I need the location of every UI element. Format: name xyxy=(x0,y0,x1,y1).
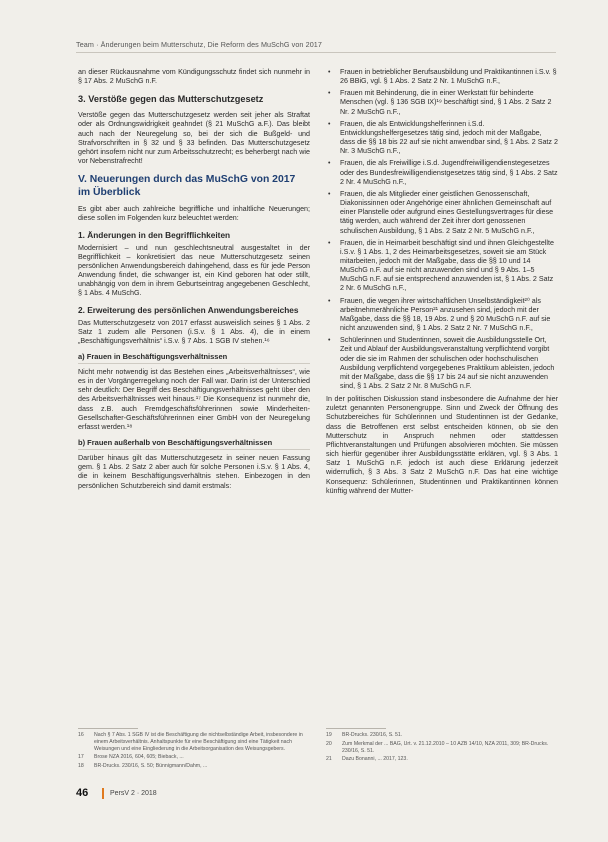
right-column xyxy=(326,68,558,501)
bullet-icon: • xyxy=(328,90,331,98)
footnote: 18 BR-Drucks. 230/16, S. 50; Bünnigmann/Dahm, ... xyxy=(78,763,208,770)
header-rule xyxy=(76,52,556,53)
list-item: • Frauen, die als Entwicklungshelferinnen i.S.d. Entwicklungshelfergesetzes tätig sind, jedoch mit der Maßgabe, dass die §§ 18 bis 22 auf sie nicht anwendbar sind, § 1 Abs. 2 Satz 2 Nr. 3 MuSchG n.F., xyxy=(328,119,558,156)
list-item: • Frauen in betrieblicher Berufsausbildung und Praktikantinnen i.S.v. § 26 BBiG, vgl. § 1 Abs. 2 Satz 2 Nr. 1 MuSchG n.F., xyxy=(328,68,557,86)
subheading-rule xyxy=(78,449,310,450)
closing-paragraph: In der politischen Diskussion stand insbesondere die Aufnahme der hier zuletzt genannten Personengruppe. Sinn und Zweck der Öffnung des Schutzbereiches für Schülerinnen und Studentinnen ist der Gedanke, dass die Betroffenen erst selbst entscheiden können, ob sie den Mutterschutz in Anspruch nehmen oder stattdessen Pflichtveranstaltungen und Prüfungen absolvieren möchten. Sie müssen sich hierfür gegenüber ihrer Ausbildungsstätte erklären, vgl. § 3 Abs. 1 Satz 1 MuSchG n.F. jedoch ist auch diese Erklärung jederzeit widerruflich, § 3 Abs. 3 Satz 2 MuSchG n.F. Das hat eine wichtige Konsequenz: Schülerinnen, Studentinnen und Praktikantinnen können künftig während der Mutter- xyxy=(326,395,558,495)
footnote: 17 Brose NZA 2016, 604, 605; Bieback, ... xyxy=(78,754,184,761)
section-heading-scope: 2. Erweiterung des persönlichen Anwendungsbereiches xyxy=(78,304,299,315)
bullet-icon: • xyxy=(328,239,331,247)
bullet-icon: • xyxy=(328,69,331,76)
terms-paragraph: Modernisiert – und nun geschlechtsneutral ausgestaltet in der Begrifflichkeit – konkretisiert das neue Mutterschutzgesetz seinen persönlichen Anwendungsbereich dahingehend, dass es für jede Person Anwendung findet, die schwanger ist, ein Kind geboren hat oder stillt, unabhängig von dem in ihrem Geburtseintrag angegebenen Geschlecht, § 1 Abs. 4 MuSchG. xyxy=(78,243,310,298)
footnotes-left xyxy=(78,728,310,772)
bullet-icon: • xyxy=(328,337,331,345)
footnote: 19 BR-Drucks. 230/16, S. 51. xyxy=(326,732,403,738)
page-number: 46 xyxy=(76,787,89,799)
bullet-list xyxy=(326,68,558,391)
intro-paragraph: an dieser Rückausnahme vom Kündigungsschutz findet sich nunmehr in § 17 Abs. 2 MuSchG n.F. xyxy=(78,68,310,86)
footnotes-right xyxy=(326,728,558,765)
bullet-icon: • xyxy=(328,120,331,128)
violations-paragraph: Verstöße gegen das Mutterschutzgesetz werden seit jeher als Straftat oder als Ordnungswidrigkeit geahndet (§ 21 MuSchG a.F.). Das bleibt auch nach der Neuregelung so, bei der sich die Bußgeld- und Strafvorschriften in § 32 und § 33 befinden. Das Mutterschutzgesetz gehört insofern nicht nur zum Arbeitsschutzrecht; es beherbergt nach wie vor Nebenstrafrecht! xyxy=(78,111,310,166)
list-item: • Frauen mit Behinderung, die in einer Werkstatt für behinderte Menschen (vgl. § 136 SGB IX)¹⁹ beschäftigt sind, § 1 Abs. 2 Satz 2 Nr. 2 MuSchG n.F., xyxy=(328,89,552,116)
footer-accent-bar xyxy=(102,788,104,799)
subheading-rule xyxy=(78,363,310,364)
paragraph-b: Darüber hinaus gilt das Mutterschutzgesetz in seiner neuen Fassung gem. § 1 Abs. 2 Satz 2 aber auch für solche Personen i.S.v. § 1 Abs. 4, die in keinem Beschäftigungsverhältnis stehen. Einbezogen in den persönlichen Schutzbereich sind damit erstmals: xyxy=(78,454,310,490)
journal-issue: PersV 2 · 2018 xyxy=(110,790,157,797)
footnote-rule xyxy=(326,728,386,729)
footnote: 16 Nach § 7 Abs. 1 SGB IV ist die Beschäftigung die nichtselbständige Arbeit, insbesondere in einem Arbeitsverhältnis. Anhaltspunkte für eine Beschäftigung sind eine Tätigkeit nach Weisungen und eine Eingliederung in die Arbeitsorganisation des Weisungsgebers. xyxy=(78,732,303,752)
subheading-a: a) Frauen in Beschäftigungsverhältnissen xyxy=(78,351,228,361)
bullet-icon: • xyxy=(328,297,331,305)
section-heading-violations: 3. Verstöße gegen das Mutterschutzgesetz xyxy=(78,94,264,105)
list-item: • Frauen, die als Mitglieder einer geistlichen Genossenschaft, Diakonissinnen oder Angehörige einer ähnlichen Gemeinschaft auf einer Planstelle oder aufgrund eines Gestellungsvertrages für diese tätig werden, auch während der Zeit ihrer dort genossenen schulischen Ausbildung, § 1 Abs. 2 Satz 2 Nr. 5 MuSchG n.F., xyxy=(328,189,554,235)
list-item: • Frauen, die wegen ihrer wirtschaftlichen Unselbständigkeit²⁰ als arbeitnehmerähnliche Person²¹ anzusehen sind, jedoch mit der Maßgabe, dass die §§ 18, 19 Abs. 2 und § 20 MuSchG n.F. auf sie nicht anzuwenden sind, § 1 Abs. 2 Satz 2 Nr. 7 MuSchG n.F., xyxy=(328,296,551,333)
section-heading-terms: 1. Änderungen in den Begrifflichkeiten xyxy=(78,229,231,240)
footnote: 20 Zum Merkmal der ... BAG, Urt. v. 21.12.2010 – 10 AZB 14/10, NZA 2011, 309; BR-Drucks. 230/16, S. 51. xyxy=(326,740,549,754)
footnote-rule xyxy=(78,728,138,729)
left-column xyxy=(78,68,310,496)
overview-paragraph: Es gibt aber auch zahlreiche begriffliche und inhaltliche Neuerungen; diese sollen im Folgenden kurz beleuchtet werden: xyxy=(78,205,310,223)
bullet-icon: • xyxy=(328,190,331,198)
scope-paragraph: Das Mutterschutzgesetz von 2017 erfasst ausweislich seines § 1 Abs. 2 Satz 1 zudem alle Personen (i.S.v. § 1 Abs. 4), die in einem „Beschäftigungsverhältnis“ i.S.v. § 7 Abs. 1 SGB IV stehen.¹⁶ xyxy=(78,318,310,345)
list-item: • Frauen, die in Heimarbeit beschäftigt sind und ihnen Gleichgestellte i.S.v. § 1 Abs. 1, 2 des Heimarbeitsgesetzes, soweit sie am Stück mitarbeiten, jedoch mit der Maßgabe, dass die §§ 10 und 14 MuSchG n.F. auf sie nicht anzuwenden sind und § 9 Abs. 1–5 MuSchG n.F. auf sie entsprechend anzuwenden ist, § 1 Abs. 2 Satz 2 Nr. 6 MuSchG n.F., xyxy=(328,238,554,293)
subheading-b: b) Frauen außerhalb von Beschäftigungsverhältnissen xyxy=(78,438,273,448)
list-item: • Schülerinnen und Studentinnen, soweit die Ausbildungsstelle Ort, Zeit und Ablauf der Ausbildungsveranstaltung verpflichtend vorgibt oder die sie im Rahmen der schulischen oder hochschulischen Ausbildung verpflichtend vorgegebenes Praktikum ableisten, jedoch mit der Maßgabe, dass die §§ 17 bis 24 auf sie nicht anzuwenden sind, § 1 Abs. 2 Satz 2 Nr. 8 MuSchG n.F. xyxy=(328,336,555,390)
footnote: 21 Dazu Bonanni, ... 2017, 123. xyxy=(326,756,408,763)
list-item: • Frauen, die als Freiwillige i.S.d. Jugendfreiwilligendienstegesetzes oder des Bundesfreiwilligendienstgesetzes tätig sind, § 1 Abs. 2 Satz 2 Nr. 4 MuSchG n.F., xyxy=(328,159,558,186)
paragraph-a: Nicht mehr notwendig ist das Bestehen eines „Arbeitsverhältnisses“, wie es in der Vorgängerregelung noch der Fall war. Darin ist der Unterschied sehr deutlich: Der Begriff des Beschäftigungsverhältnisses geht über den des Arbeitsverhältnisses weit hinaus.¹⁷ Die Konsequenz ist nunmehr die, dass z.B. auch Fremdgeschäftsführerinnen sowie Minderheiten-Gesellschafter-Geschäftsführerinnen einer GmbH von der Neuregelung erfasst werden.¹⁸ xyxy=(78,367,310,431)
chapter-heading: V. Neuerungen durch das MuSchG von 2017 im Überblick xyxy=(78,174,296,198)
bullet-icon: • xyxy=(328,160,331,168)
running-head: Team · Änderungen beim Mutterschutz, Die Reform des MuSchG von 2017 xyxy=(76,40,322,49)
